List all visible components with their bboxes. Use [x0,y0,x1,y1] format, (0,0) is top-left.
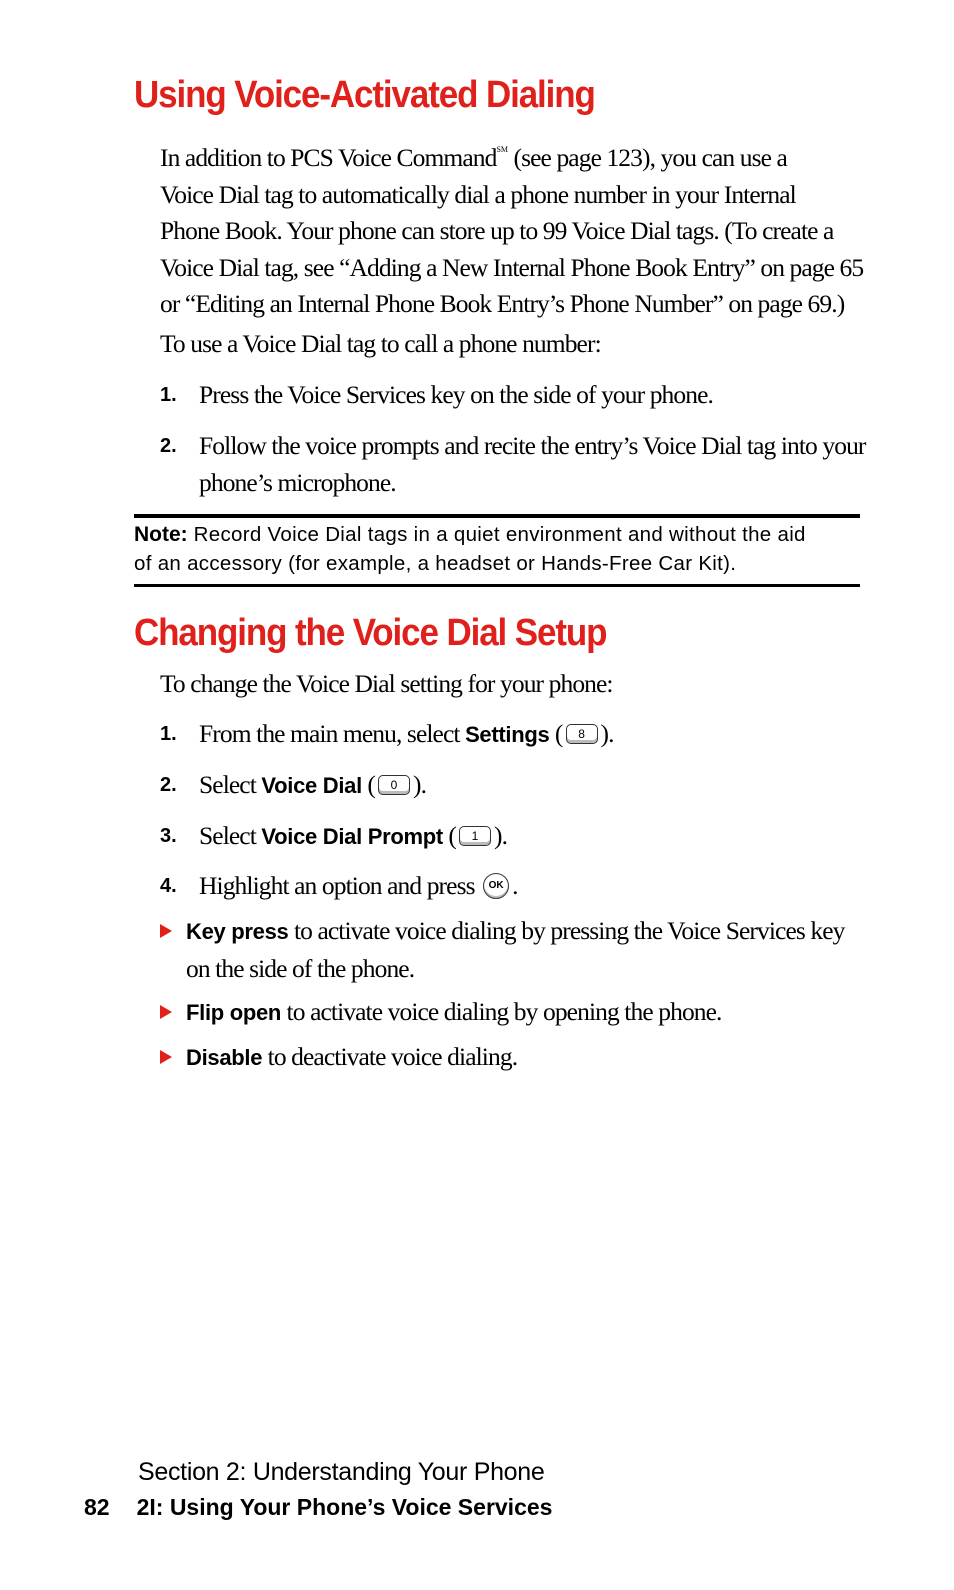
intro-paragraph [160,132,880,323]
step-number: 1. [160,384,177,406]
menu-voice-dial-label: Voice Dial [261,773,362,798]
key-1-icon: 1 [459,826,491,846]
option-text: to deactivate voice dialing. [262,1042,518,1071]
page-number: 82 [84,1494,110,1520]
footer-section-title: Section 2: Understanding Your Phone [138,1458,545,1486]
intro-line: In addition to PCS Voice Command [160,143,497,172]
step-text: Select [199,770,262,799]
section-heading-voice-dial-setup: Changing the Voice Dial Setup [134,612,607,654]
key-0-icon: 0 [378,775,410,795]
note-label: Note: [134,523,188,546]
step-punct: . [501,821,508,850]
option-text: on the side of the phone. [186,953,415,983]
step-number: 2. [160,435,177,457]
service-mark: SM [496,145,509,154]
note-text: of an accessory (for example, a headset or Hands-Free Car Kit). [134,551,737,575]
intro-line: Voice Dial tag, see “Adding a New Internal Phone Book Entry” on page 65 [160,252,864,282]
step-text: Follow the voice prompts and recite the entry’s Voice Dial tag into your [199,431,866,460]
triangle-bullet-icon [160,924,172,938]
option-name: Key press [186,919,289,944]
triangle-bullet-icon [160,1005,172,1019]
chapter-title: 2I: Using Your Phone’s Voice Services [136,1494,553,1520]
step-number: 1. [160,723,177,745]
intro-line: (see page 123), you can use a [508,143,787,172]
lead-text: To change the Voice Dial setting for your phone: [160,669,613,698]
step-text: From the main menu, select [199,719,466,748]
step-number: 3. [160,825,177,847]
note-top-rule [134,514,860,518]
note-bottom-rule [134,584,860,587]
intro-line: or “Editing an Internal Phone Book Entry’s Phone Number” on page 69.) [160,289,845,318]
step-text: Highlight an option and press [199,871,481,900]
option-name: Flip open [186,1000,282,1025]
step-number: 4. [160,875,177,897]
lead-text: To use a Voice Dial tag to call a phone number: [160,329,601,358]
step-text: phone’s microphone. [199,467,396,497]
footer-chapter [84,1494,552,1521]
step-punct: . [608,719,614,748]
intro-line: Phone Book. Your phone can store up to 99 Voice Dial tags. (To create a [160,216,834,245]
step-text: Press the Voice Services key on the side of your phone. [199,380,713,409]
step-text: Select [199,821,262,850]
option-name: Disable [186,1045,263,1070]
step-punct: . [420,770,427,799]
menu-voice-dial-prompt-label: Voice Dial Prompt [261,824,443,849]
step-number: 2. [160,774,177,796]
menu-settings-label: Settings [465,722,550,747]
section-heading-voice-dialing: Using Voice-Activated Dialing [134,74,595,116]
option-text: to activate voice dialing by pressing the Voice Services key [288,916,845,945]
triangle-bullet-icon [160,1050,172,1064]
option-text: to activate voice dialing by opening the phone. [281,997,722,1026]
ok-key-icon: OK [483,873,509,899]
key-8-icon: 8 [566,724,598,744]
note-box [134,521,860,578]
intro-line: Voice Dial tag to automatically dial a phone number in your Internal [160,179,796,209]
step-punct: . [512,871,518,900]
note-text: Record Voice Dial tags in a quiet environment and without the aid [187,523,806,546]
